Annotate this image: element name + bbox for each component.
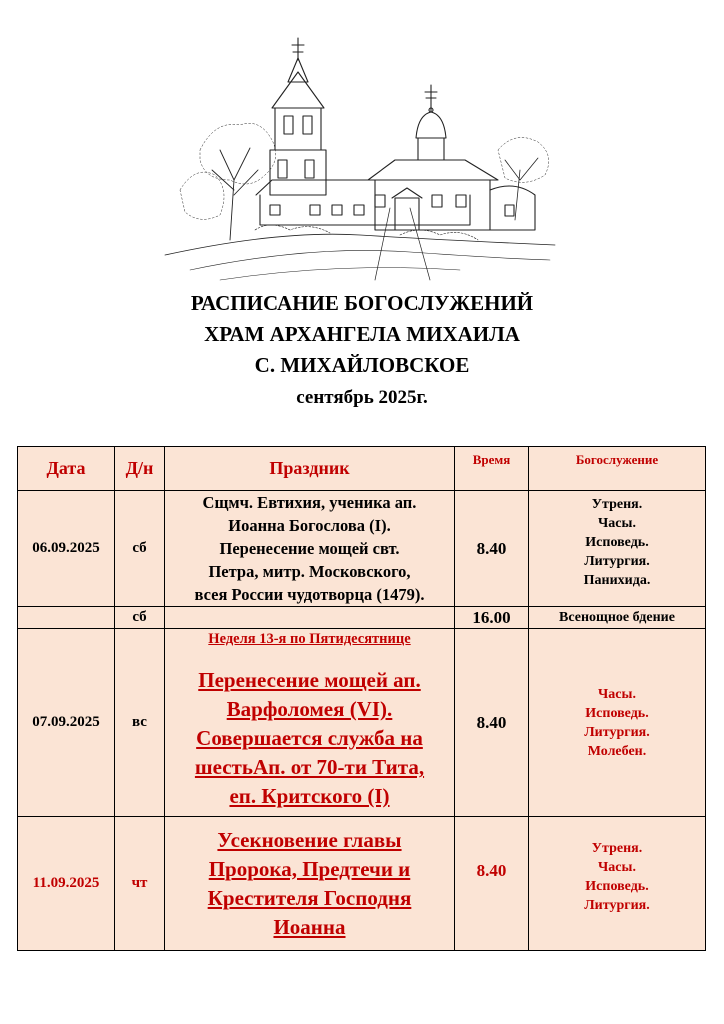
table-header-row (18, 447, 706, 491)
feast-line: всея России чудотворца (1479). (194, 585, 425, 604)
table-row (18, 629, 706, 817)
feast-line: Пророка, Предтечи и (208, 856, 411, 881)
header-day-of-week: Д/н (115, 447, 165, 491)
feast-line: Перенесение мощей ап. (198, 668, 421, 692)
service-line: Молебен. (587, 743, 647, 759)
feast-line: Иоанна Богослова (I). (228, 516, 391, 535)
month-label: сентябрь 2025г. (296, 387, 428, 408)
row-feast (165, 607, 455, 629)
church-name: ХРАМ АРХАНГЕЛА МИХАИЛА (204, 322, 520, 346)
feast-line: еп. Критского (I) (229, 784, 390, 808)
row-service (529, 817, 706, 951)
feast-line: Совершается служба на (196, 726, 423, 750)
row-feast (165, 629, 455, 817)
service-line: Утреня. (591, 841, 643, 856)
feast-line: Усекновение главы (217, 827, 402, 852)
service-line: Часы. (598, 516, 636, 531)
row-day-of-week: вс (115, 629, 165, 817)
service-line: Литургия. (584, 724, 650, 740)
feast-line: Варфоломея (VI). (226, 697, 393, 721)
row-time: 8.40 (455, 817, 529, 951)
service-line: Исповедь. (585, 879, 649, 894)
row-service (529, 629, 706, 817)
row-date: 11.09.2025 (18, 817, 115, 951)
schedule-table (17, 446, 706, 951)
row-day-of-week: чт (115, 817, 165, 951)
row-day-of-week: сб (115, 607, 165, 629)
row-day-of-week: сб (115, 491, 165, 607)
week-label: Неделя 13-я по Пятидесятнице (208, 631, 411, 647)
row-date: 07.09.2025 (18, 629, 115, 817)
header-date: Дата (18, 447, 115, 491)
row-service: Всенощное бдение (529, 607, 706, 629)
row-service (529, 491, 706, 607)
feast-line: Сщмч. Евтихия, ученика ап. (202, 493, 417, 512)
table-row (18, 817, 706, 951)
feast-line: Петра, митр. Московского, (208, 562, 411, 581)
service-line: Часы. (598, 686, 636, 702)
table-row (18, 491, 706, 607)
row-time: 8.40 (455, 629, 529, 817)
service-line: Литургия. (584, 898, 650, 913)
service-line: Панихида. (583, 573, 651, 588)
header-feast: Праздник (165, 447, 455, 491)
row-date: 06.09.2025 (18, 491, 115, 607)
feast-line: шестьАп. от 70-ти Тита, (194, 755, 425, 779)
row-date (18, 607, 115, 629)
feast-line: Крестителя Господня (207, 885, 412, 910)
service-line: Утреня. (591, 497, 643, 512)
header-time: Время (455, 447, 529, 491)
row-time: 16.00 (455, 607, 529, 629)
row-feast (165, 817, 455, 951)
service-line: Часы. (598, 860, 636, 875)
service-line: Исповедь. (585, 535, 649, 550)
service-line: Исповедь. (585, 705, 649, 721)
row-feast (165, 491, 455, 607)
schedule-title: РАСПИСАНИЕ БОГОСЛУЖЕНИЙ (190, 291, 534, 315)
church-illustration (160, 30, 560, 290)
village-name: С. МИХАЙЛОВСКОЕ (254, 353, 470, 377)
table-row (18, 607, 706, 629)
header-service: Богослужение (529, 447, 706, 491)
feast-line: Иоанна (273, 914, 346, 939)
row-time: 8.40 (455, 491, 529, 607)
feast-line: Перенесение мощей свт. (219, 539, 400, 558)
service-line: Литургия. (584, 554, 650, 569)
